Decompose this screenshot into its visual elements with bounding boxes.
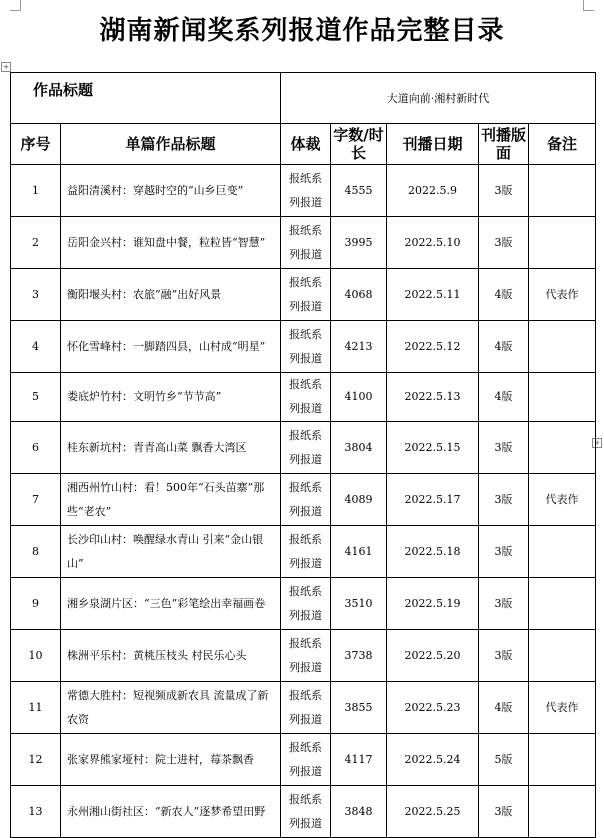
cell-date: 2022.5.15 (387, 422, 479, 474)
cell-page: 3版 (479, 165, 529, 217)
cell-genre: 报纸系列报道 (281, 165, 331, 217)
work-title-value: 大道向前·湘村新时代 (281, 73, 596, 124)
cell-page: 3版 (479, 474, 529, 526)
cell-note (529, 630, 596, 682)
cell-length: 4117 (331, 734, 387, 786)
table-row (11, 165, 596, 217)
work-title-row (11, 73, 596, 124)
table-row (11, 269, 596, 321)
table-row (11, 422, 596, 474)
cell-length: 3995 (331, 217, 387, 269)
header-length: 字数/时长 (331, 124, 387, 165)
table-row (11, 786, 596, 838)
table-row (11, 373, 596, 422)
table-row (11, 321, 596, 373)
cell-page: 3版 (479, 786, 529, 838)
table-row (11, 474, 596, 526)
cell-genre: 报纸系列报道 (281, 217, 331, 269)
cell-date: 2022.5.10 (387, 217, 479, 269)
cell-page: 3版 (479, 217, 529, 269)
cell-piece-title: 桂东新坑村：青青高山菜 飘香大湾区 (61, 422, 281, 474)
cell-date: 2022.5.24 (387, 734, 479, 786)
cell-index: 10 (11, 630, 61, 682)
cell-note: 代表作 (529, 474, 596, 526)
cell-date: 2022.5.25 (387, 786, 479, 838)
cell-genre: 报纸系列报道 (281, 373, 331, 422)
cell-page: 3版 (479, 422, 529, 474)
table-row (11, 734, 596, 786)
header-piece-title: 单篇作品标题 (61, 124, 281, 165)
cell-note (529, 165, 596, 217)
cell-length: 4161 (331, 526, 387, 578)
cell-index: 4 (11, 321, 61, 373)
cell-genre: 报纸系列报道 (281, 578, 331, 630)
cell-genre: 报纸系列报道 (281, 321, 331, 373)
table-row (11, 526, 596, 578)
cell-date: 2022.5.17 (387, 474, 479, 526)
catalog-table (10, 72, 596, 838)
cell-date: 2022.5.23 (387, 682, 479, 734)
cell-note (529, 526, 596, 578)
cell-page: 3版 (479, 630, 529, 682)
table-row (11, 630, 596, 682)
cell-index: 8 (11, 526, 61, 578)
cell-page: 4版 (479, 269, 529, 321)
cell-length: 3855 (331, 682, 387, 734)
cell-length: 4213 (331, 321, 387, 373)
cell-index: 1 (11, 165, 61, 217)
cell-page: 4版 (479, 682, 529, 734)
cell-piece-title: 益阳清溪村：穿越时空的“山乡巨变” (61, 165, 281, 217)
table-row (11, 682, 596, 734)
cell-date: 2022.5.18 (387, 526, 479, 578)
cell-piece-title: 湘西州竹山村：看！500年“石头苗寨”那些“老农” (61, 474, 281, 526)
cell-index: 9 (11, 578, 61, 630)
cell-length: 4068 (331, 269, 387, 321)
cell-page: 5版 (479, 734, 529, 786)
cell-note (529, 217, 596, 269)
cell-page: 4版 (479, 373, 529, 422)
table-resize-handle-icon[interactable]: + (592, 438, 602, 448)
table-row (11, 578, 596, 630)
cell-piece-title: 常德大胜村：短视频成新农具 流量成了新农资 (61, 682, 281, 734)
cell-index: 12 (11, 734, 61, 786)
cell-date: 2022.5.19 (387, 578, 479, 630)
work-title-label: 作品标题 (11, 73, 281, 124)
cell-index: 6 (11, 422, 61, 474)
cell-index: 3 (11, 269, 61, 321)
cell-date: 2022.5.9 (387, 165, 479, 217)
cell-date: 2022.5.20 (387, 630, 479, 682)
document-title: 湖南新闻奖系列报道作品完整目录 (99, 16, 505, 46)
cell-piece-title: 张家界熊家垭村：院士进村，莓茶飘香 (61, 734, 281, 786)
cell-genre: 报纸系列报道 (281, 734, 331, 786)
header-note: 备注 (529, 124, 596, 165)
cell-genre: 报纸系列报道 (281, 526, 331, 578)
cell-genre: 报纸系列报道 (281, 682, 331, 734)
table-row (11, 217, 596, 269)
cell-page: 3版 (479, 578, 529, 630)
cell-note: 代表作 (529, 269, 596, 321)
cell-piece-title: 娄底炉竹村：文明竹乡“节节高” (61, 373, 281, 422)
cell-date: 2022.5.11 (387, 269, 479, 321)
cell-piece-title: 永州湘山街社区：“新农人”逐梦希望田野 (61, 786, 281, 838)
cell-length: 4100 (331, 373, 387, 422)
cell-genre: 报纸系列报道 (281, 786, 331, 838)
cell-note (529, 578, 596, 630)
cell-piece-title: 湘乡泉湖片区：“三色”彩笔绘出幸福画卷 (61, 578, 281, 630)
header-genre: 体裁 (281, 124, 331, 165)
table-move-handle-icon[interactable]: + (1, 62, 11, 72)
cell-piece-title: 衡阳堰头村：农旅“融”出好风景 (61, 269, 281, 321)
cell-length: 4555 (331, 165, 387, 217)
cell-note: 代表作 (529, 682, 596, 734)
cell-piece-title: 长沙印山村：唤醒绿水青山 引来“金山银山” (61, 526, 281, 578)
cell-page: 4版 (479, 321, 529, 373)
cell-length: 3804 (331, 422, 387, 474)
cell-genre: 报纸系列报道 (281, 474, 331, 526)
cell-genre: 报纸系列报道 (281, 630, 331, 682)
cell-date: 2022.5.13 (387, 373, 479, 422)
cell-length: 4089 (331, 474, 387, 526)
cell-index: 5 (11, 373, 61, 422)
cell-index: 13 (11, 786, 61, 838)
cell-piece-title: 怀化雪峰村：一脚踏四县，山村成“明星” (61, 321, 281, 373)
cell-page: 3版 (479, 526, 529, 578)
cell-length: 3510 (331, 578, 387, 630)
cell-date: 2022.5.12 (387, 321, 479, 373)
cell-note (529, 422, 596, 474)
cell-index: 11 (11, 682, 61, 734)
cell-note (529, 786, 596, 838)
header-index: 序号 (11, 124, 61, 165)
cell-length: 3738 (331, 630, 387, 682)
table-header-row (11, 124, 596, 165)
cell-length: 3848 (331, 786, 387, 838)
cell-genre: 报纸系列报道 (281, 269, 331, 321)
cell-index: 7 (11, 474, 61, 526)
header-date: 刊播日期 (387, 124, 479, 165)
header-page: 刊播版面 (479, 124, 529, 165)
cell-note (529, 321, 596, 373)
cell-note (529, 373, 596, 422)
cell-index: 2 (11, 217, 61, 269)
cell-piece-title: 株洲平乐村：黄桃压枝头 村民乐心头 (61, 630, 281, 682)
cell-genre: 报纸系列报道 (281, 422, 331, 474)
cell-piece-title: 岳阳金兴村：谁知盘中餐，粒粒皆“智慧” (61, 217, 281, 269)
cell-note (529, 734, 596, 786)
